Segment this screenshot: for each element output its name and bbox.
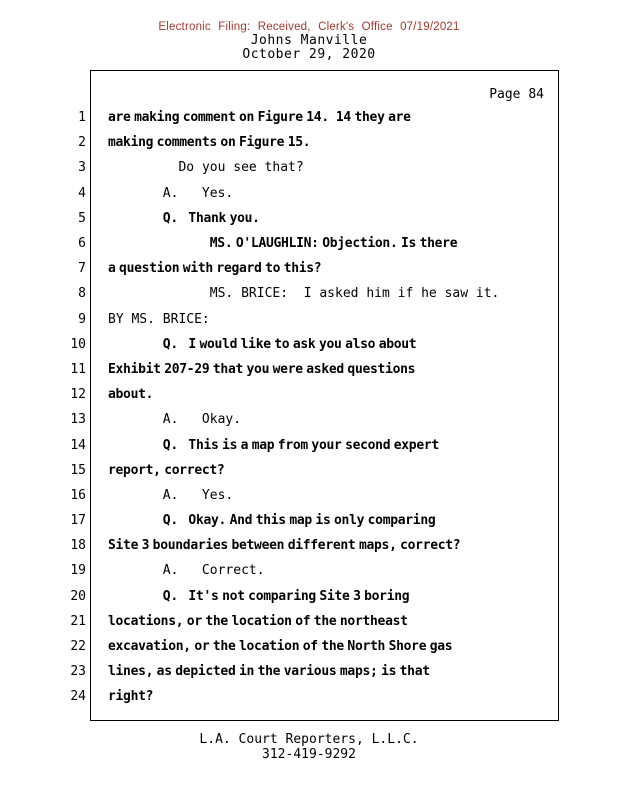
line-number: 23	[70, 664, 86, 680]
line-number: 9	[78, 311, 86, 327]
line-number: 16	[70, 487, 86, 503]
document-header	[0, 20, 618, 62]
line-number: 21	[70, 613, 86, 629]
line-number: 14	[70, 437, 86, 453]
line-text: are making comment on Figure 14. 14 they are	[108, 110, 411, 126]
transcript-line	[0, 155, 618, 180]
line-text: A. Yes.	[162, 185, 234, 201]
transcript-line	[0, 231, 618, 256]
transcript-line	[0, 659, 618, 684]
line-number: 2	[78, 135, 86, 151]
transcript-line	[0, 432, 618, 457]
transcript-line	[0, 332, 618, 357]
line-text: Q. Thank you.	[162, 210, 260, 226]
transcript-line	[0, 357, 618, 382]
transcript-lines	[0, 105, 618, 710]
line-number: 4	[78, 185, 86, 201]
line-number: 20	[70, 588, 86, 604]
line-text: a question with regard to this?	[108, 261, 322, 277]
transcript-line	[0, 609, 618, 634]
transcript-line	[0, 634, 618, 659]
line-number: 19	[70, 563, 86, 579]
transcript-line	[0, 130, 618, 155]
line-number: 18	[70, 538, 86, 554]
line-text: right?	[108, 689, 154, 705]
transcript-line	[0, 684, 618, 709]
line-text: making comments on Figure 15.	[108, 135, 311, 151]
line-number: 15	[70, 462, 86, 478]
transcript-line	[0, 558, 618, 583]
transcript-line	[0, 307, 618, 332]
line-text: A. Okay.	[162, 412, 242, 428]
line-number: 22	[70, 639, 86, 655]
line-number: 3	[78, 160, 86, 176]
line-number: 7	[78, 261, 86, 277]
line-text: Q. It's not comparing Site 3 boring	[162, 588, 410, 604]
line-text: A. Yes.	[162, 487, 234, 503]
line-number: 5	[78, 210, 86, 226]
line-text: report, correct?	[108, 462, 225, 478]
transcript-line	[0, 584, 618, 609]
line-number: 24	[70, 689, 86, 705]
filing-notice: Electronic Filing: Received, Clerk's Office 07/19/2021	[158, 21, 460, 33]
case-name: Johns Manville	[250, 33, 368, 48]
line-text: lines, as depicted in the various maps; is that	[108, 664, 430, 680]
line-number: 17	[70, 513, 86, 529]
line-number: 13	[70, 412, 86, 428]
transcript-line	[0, 508, 618, 533]
transcript-line	[0, 458, 618, 483]
line-text: Q. This is a map from your second expert	[162, 437, 439, 453]
line-number: 8	[78, 286, 86, 302]
line-number: 1	[78, 110, 86, 126]
line-text: Q. I would like to ask you also about	[162, 336, 417, 352]
document-footer	[0, 732, 618, 762]
hearing-date: October 29, 2020	[242, 47, 376, 62]
transcript-line	[0, 256, 618, 281]
line-number: 6	[78, 236, 86, 252]
line-text: about.	[108, 387, 154, 403]
line-text: A. Correct.	[162, 563, 265, 579]
line-number: 10	[70, 336, 86, 352]
line-text: locations, or the location of the northeast	[108, 613, 408, 629]
line-text: MS. O'LAUGHLIN: Objection. Is there	[209, 236, 458, 252]
page-number: Page 84	[489, 87, 544, 102]
court-reporter-phone: 312-419-9292	[262, 747, 356, 762]
transcript-line	[0, 533, 618, 558]
line-text: Exhibit 207-29 that you were asked questions	[108, 361, 416, 377]
transcript-line	[0, 281, 618, 306]
line-text: excavation, or the location of the North Shore gas	[108, 639, 453, 655]
line-text: MS. BRICE: I asked him if he saw it.	[209, 286, 500, 302]
line-text: Do you see that?	[178, 160, 304, 176]
line-text: BY MS. BRICE:	[108, 311, 210, 327]
transcript-line	[0, 407, 618, 432]
transcript-line	[0, 181, 618, 206]
transcript-line	[0, 105, 618, 130]
line-text: Site 3 boundaries between different maps, correct?	[108, 538, 461, 554]
court-reporter-name: L.A. Court Reporters, L.L.C.	[199, 732, 419, 747]
transcript-line	[0, 382, 618, 407]
transcript-line	[0, 483, 618, 508]
line-number: 12	[70, 387, 86, 403]
line-number: 11	[70, 361, 86, 377]
transcript-line	[0, 206, 618, 231]
line-text: Q. Okay. And this map is only comparing	[162, 513, 436, 529]
